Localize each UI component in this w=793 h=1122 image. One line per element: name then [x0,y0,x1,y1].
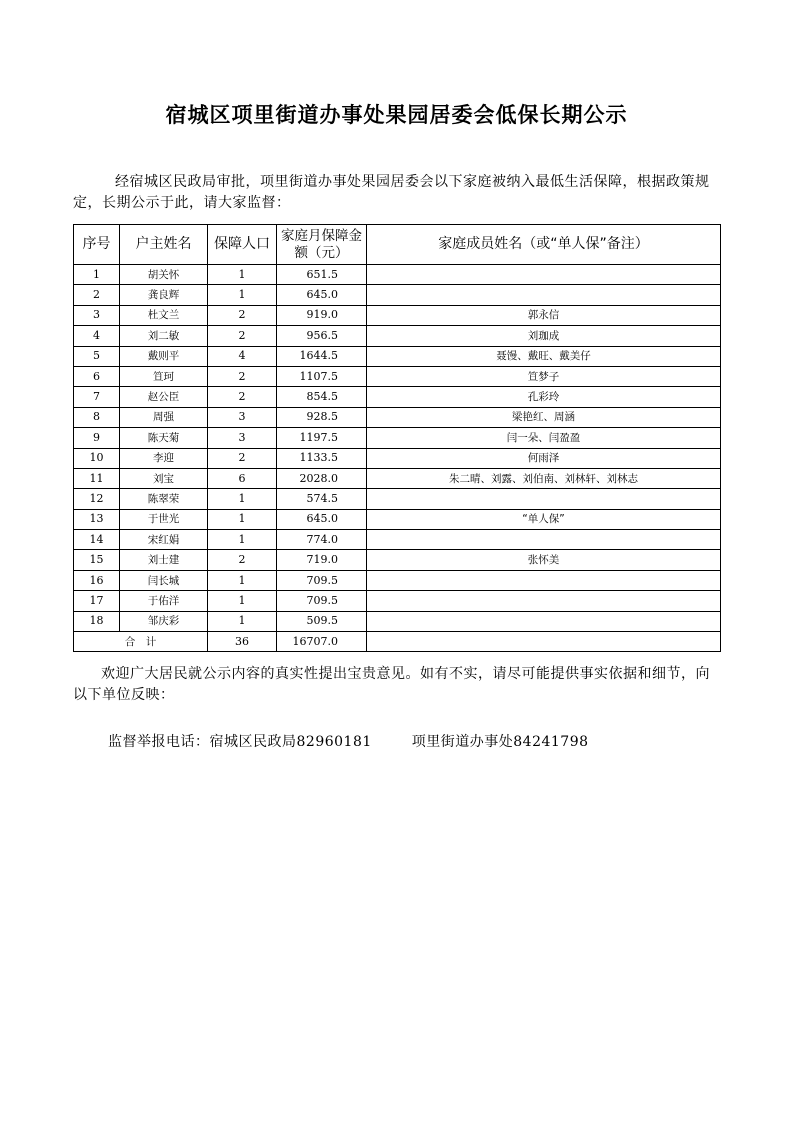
table-row [74,326,721,346]
cell-people: 1 [208,530,277,550]
cell-householder: 李迎 [120,448,208,468]
header-amount: 家庭月保障金额（元） [277,225,367,265]
cell-people: 2 [208,326,277,346]
cell-index: 13 [74,509,120,529]
table-row [74,305,721,325]
cell-householder: 闫长城 [120,570,208,590]
cell-members [367,285,721,305]
table-row [74,570,721,590]
page-title: 宿城区项里街道办事处果园居委会低保长期公示 [165,102,628,127]
table-body [74,265,721,652]
cell-index: 6 [74,366,120,386]
cell-people: 1 [208,509,277,529]
cell-householder: 陈翠荣 [120,489,208,509]
cell-amount: 774.0 [277,530,367,550]
cell-members: 笪梦子 [367,366,721,386]
cell-members [367,530,721,550]
cell-amount: 645.0 [277,509,367,529]
cell-members: 闫一朵、闫盈盈 [367,428,721,448]
cell-amount: 709.5 [277,591,367,611]
cell-amount: 919.0 [277,305,367,325]
cell-members: 梁艳红、周涵 [367,407,721,427]
cell-householder: 胡关怀 [120,265,208,285]
total-label: 合 计 [74,632,208,652]
table-row [74,346,721,366]
table-row [74,591,721,611]
table-row [74,407,721,427]
cell-householder: 于世光 [120,509,208,529]
cell-amount: 956.5 [277,326,367,346]
hotline-office: 项里街道办事处84241798 [411,734,589,750]
cell-members [367,591,721,611]
cell-amount: 854.5 [277,387,367,407]
cell-amount: 1197.5 [277,428,367,448]
cell-people: 2 [208,550,277,570]
cell-amount: 1644.5 [277,346,367,366]
table-row [74,489,721,509]
cell-people: 1 [208,285,277,305]
cell-index: 7 [74,387,120,407]
cell-people: 1 [208,489,277,509]
cell-people: 2 [208,448,277,468]
cell-index: 16 [74,570,120,590]
feedback-paragraph: 欢迎广大居民就公示内容的真实性提出宝贵意见。如有不实，请尽可能提供事实依据和细节，向以下单位反映： [73,666,710,703]
table-row [74,366,721,386]
cell-people: 1 [208,265,277,285]
cell-index: 1 [74,265,120,285]
cell-amount: 651.5 [277,265,367,285]
cell-members: 郭永信 [367,305,721,325]
table-row [74,611,721,631]
cell-people: 6 [208,468,277,488]
cell-members: 刘珈成 [367,326,721,346]
cell-people: 1 [208,611,277,631]
table-row [74,448,721,468]
cell-amount: 719.0 [277,550,367,570]
table-row [74,530,721,550]
header-index: 序号 [74,225,120,265]
cell-members [367,570,721,590]
cell-index: 9 [74,428,120,448]
cell-people: 1 [208,570,277,590]
cell-members: 何雨泽 [367,448,721,468]
total-row [74,632,721,652]
cell-householder: 陈天菊 [120,428,208,448]
cell-index: 2 [74,285,120,305]
cell-amount: 1107.5 [277,366,367,386]
cell-householder: 笪珂 [120,366,208,386]
cell-householder: 杜文兰 [120,305,208,325]
cell-householder: 邹庆彩 [120,611,208,631]
table-row [74,387,721,407]
cell-index: 10 [74,448,120,468]
table-row [74,468,721,488]
cell-householder: 刘士建 [120,550,208,570]
cell-amount: 709.5 [277,570,367,590]
hotline-prefix: 监督举报电话： [108,734,210,750]
cell-index: 15 [74,550,120,570]
cell-index: 14 [74,530,120,550]
hotline-line [108,731,589,751]
cell-people: 3 [208,407,277,427]
cell-index: 4 [74,326,120,346]
cell-members [367,265,721,285]
cell-index: 12 [74,489,120,509]
cell-householder: 刘二敏 [120,326,208,346]
subsidy-table [73,224,721,652]
cell-householder: 宋红娟 [120,530,208,550]
cell-amount: 645.0 [277,285,367,305]
cell-members: 聂馒、戴旺、戴美仔 [367,346,721,366]
total-people: 36 [208,632,277,652]
cell-index: 5 [74,346,120,366]
cell-index: 11 [74,468,120,488]
cell-index: 18 [74,611,120,631]
cell-people: 4 [208,346,277,366]
cell-index: 8 [74,407,120,427]
cell-people: 2 [208,305,277,325]
total-members [367,632,721,652]
cell-people: 1 [208,591,277,611]
cell-members [367,489,721,509]
cell-householder: 龚良辉 [120,285,208,305]
cell-members: 朱二晴、刘露、刘伯南、刘林轩、刘林志 [367,468,721,488]
cell-amount: 574.5 [277,489,367,509]
cell-people: 3 [208,428,277,448]
cell-amount: 509.5 [277,611,367,631]
cell-members: 张怀美 [367,550,721,570]
cell-members: “单人保” [367,509,721,529]
cell-members: 孔彩玲 [367,387,721,407]
total-amount: 16707.0 [277,632,367,652]
cell-people: 2 [208,387,277,407]
header-people: 保障人口 [208,225,277,265]
cell-householder: 于佑洋 [120,591,208,611]
table-row [74,509,721,529]
intro-paragraph: 经宿城区民政局审批，项里街道办事处果园居委会以下家庭被纳入最低生活保障，根据政策规定，长期公示于此，请大家监督： [73,174,710,211]
cell-amount: 2028.0 [277,468,367,488]
cell-householder: 刘宝 [120,468,208,488]
cell-index: 3 [74,305,120,325]
cell-householder: 戴则平 [120,346,208,366]
cell-amount: 1133.5 [277,448,367,468]
header-householder: 户主姓名 [120,225,208,265]
hotline-bureau: 宿城区民政局82960181 [209,734,372,750]
table-row [74,265,721,285]
cell-people: 2 [208,366,277,386]
cell-householder: 赵公臣 [120,387,208,407]
cell-householder: 周强 [120,407,208,427]
header-members: 家庭成员姓名（或“单人保”备注） [367,225,721,265]
table-row [74,285,721,305]
cell-amount: 928.5 [277,407,367,427]
cell-members [367,611,721,631]
cell-index: 17 [74,591,120,611]
table-row [74,550,721,570]
table-header [74,225,721,265]
table-row [74,428,721,448]
